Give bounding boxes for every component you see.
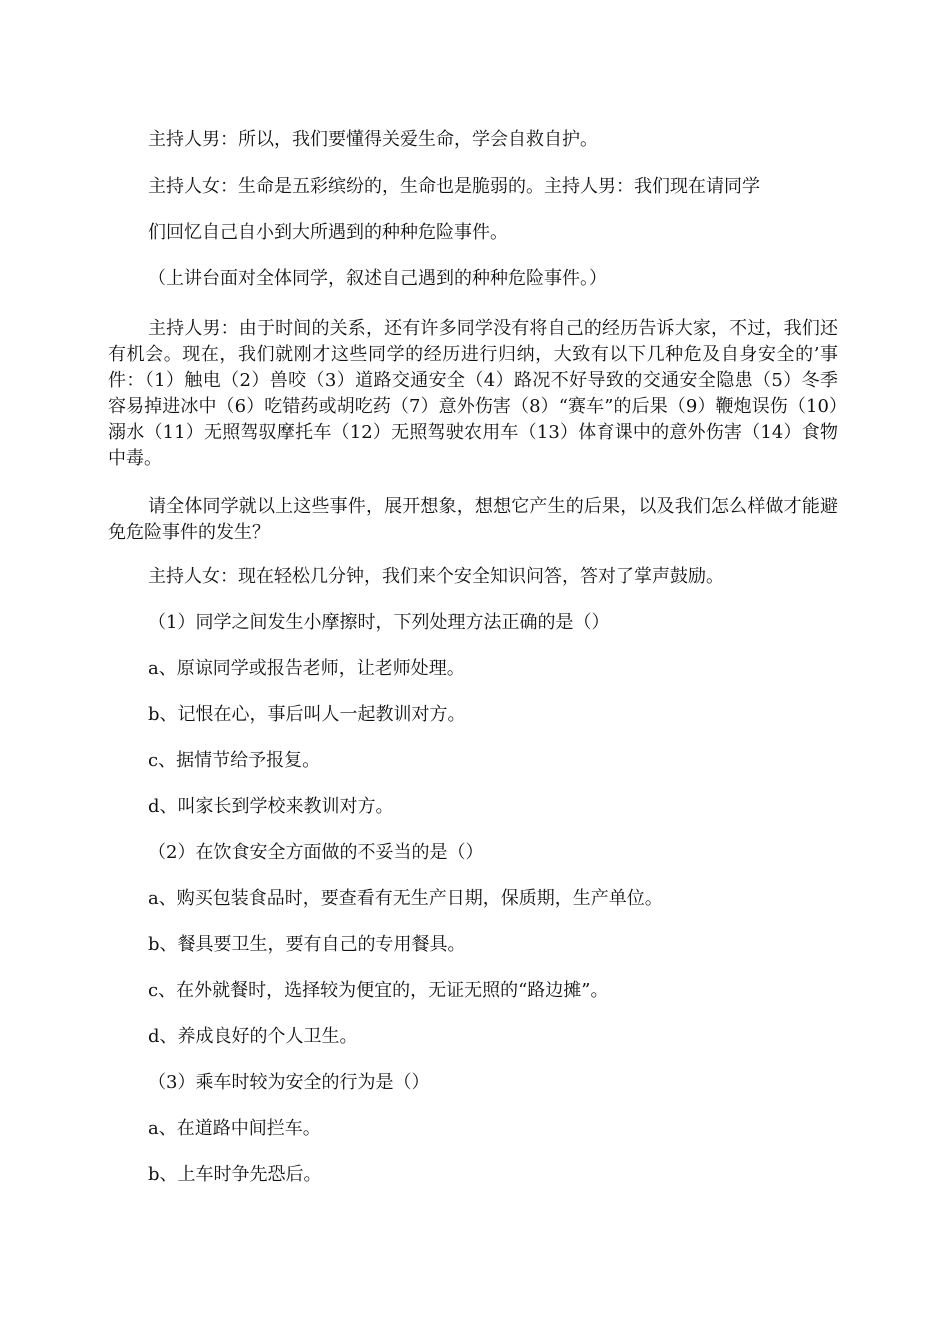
quiz-option-2d: d、养成良好的个人卫生。 — [148, 1026, 358, 1047]
quiz-question-2: （2）在饮食安全方面做的不妥当的是（） — [148, 842, 484, 863]
quiz-option-1c: c、据情节给予报复。 — [148, 750, 321, 771]
stage-direction: （上讲台面对全体同学，叙述自己遇到的种种危险事件。） — [148, 268, 607, 289]
quiz-option-3b: b、上车时争先恐后。 — [148, 1164, 322, 1185]
paragraph-events: 主持人男：由于时间的关系，还有许多同学没有将自己的经历告诉大家，不过，我们还有机会。现在，我们就刚才这些同学的经历进行归纳，大致有以下几种危及自身安全的’事件：（1）触电（2）兽咬（3）道路交通安全（4）路况不好导致的交通安全隐患（5）冬季容易掉进冰中（6）吃错药或胡吃药（7）意外伤害（8）“赛车”的后果（9）鞭炮误伤（10）溺水（11）无照驾驭摩托车（12）无照驾驶农用车（13）体育课中的意外伤害（14）食物中毒。 — [108, 318, 838, 469]
dialogue-line-continued: 们回忆自己自小到大所遇到的种种危险事件。 — [148, 222, 508, 243]
quiz-option-1d: d、叫家长到学校来教训对方。 — [148, 796, 394, 817]
quiz-option-2b: b、餐具要卫生，要有自己的专用餐具。 — [148, 934, 466, 955]
quiz-option-2c: c、在外就餐时，选择较为便宜的，无证无照的“路边摊”。 — [148, 980, 609, 1001]
dialogue-line-female-1: 主持人女：生命是五彩缤纷的，生命也是脆弱的。主持人男：我们现在请同学 — [148, 176, 760, 197]
quiz-option-1b: b、记恨在心，事后叫人一起教训对方。 — [148, 704, 466, 725]
quiz-question-1: （1）同学之间发生小摩擦时，下列处理方法正确的是（） — [148, 612, 610, 633]
quiz-question-3: （3）乘车时较为安全的行为是（） — [148, 1072, 430, 1093]
dialogue-line-male-1: 主持人男：所以，我们要懂得关爱生命，学会自救自护。 — [148, 129, 598, 150]
quiz-intro: 主持人女：现在轻松几分钟，我们来个安全知识问答，答对了掌声鼓励。 — [148, 566, 724, 587]
quiz-option-2a: a、购买包装食品时，要查看有无生产日期，保质期，生产单位。 — [148, 888, 663, 909]
paragraph-imagine: 请全体同学就以上这些事件，展开想象，想想它产生的后果，以及我们怎么样做才能避免危险事件的发生？ — [108, 496, 838, 543]
quiz-option-3a: a、在道路中间拦车。 — [148, 1118, 321, 1139]
quiz-option-1a: a、原谅同学或报告老师，让老师处理。 — [148, 658, 465, 679]
